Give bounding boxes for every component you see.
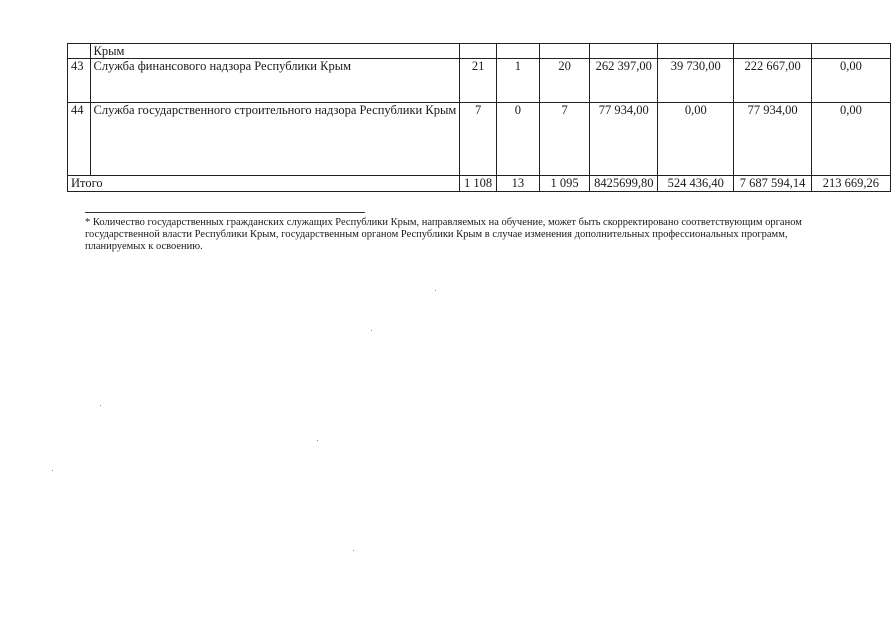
totals-col2: 13 [496, 176, 539, 192]
table-cell-name: Крым [90, 44, 460, 59]
table-cell-col3: 7 [539, 103, 589, 176]
table-cell-total: 7 [460, 103, 497, 176]
scan-speck [317, 440, 318, 441]
table-cell-col7: 0,00 [811, 59, 890, 103]
table-cell-col4: 262 397,00 [590, 59, 658, 103]
table-cell-name: Служба финансового надзора Республики Крым [90, 59, 460, 103]
table-cell-col5: 0,00 [658, 103, 734, 176]
totals-col7: 213 669,26 [811, 176, 890, 192]
table-cell-col6: 222 667,00 [734, 59, 811, 103]
table-cell [590, 44, 658, 59]
table-row-continued [68, 44, 891, 59]
table-row [68, 103, 891, 176]
table-cell [460, 44, 497, 59]
totals-col5: 524 436,40 [658, 176, 734, 192]
table-row-totals [68, 176, 891, 192]
table-cell [496, 44, 539, 59]
table-cell-col3: 20 [539, 59, 589, 103]
table-cell-col7: 0,00 [811, 103, 890, 176]
table-cell-total: 21 [460, 59, 497, 103]
budget-table [67, 43, 891, 192]
table-cell-index: 43 [68, 59, 91, 103]
footnote-text: * Количество государственных гражданских служащих Республики Крым, направляемых на обучение, может быть скорректировано соответствующим органом государственной власти Республики Крым, государственным органом Республики Крым в случае изменения дополнительных профессиональных программ, планируемых к освоению. [85, 217, 802, 252]
table-cell-col6: 77 934,00 [734, 103, 811, 176]
totals-col3: 1 095 [539, 176, 589, 192]
table-cell [811, 44, 890, 59]
table-cell-name: Служба государственного строительного надзора Республики Крым [90, 103, 460, 176]
scan-speck [52, 470, 53, 471]
table-cell-col5: 39 730,00 [658, 59, 734, 103]
scan-speck [100, 405, 101, 406]
table-cell [539, 44, 589, 59]
table-cell-col2: 1 [496, 59, 539, 103]
table-row [68, 59, 891, 103]
table-cell-col4: 77 934,00 [590, 103, 658, 176]
scan-speck [435, 290, 436, 291]
totals-total: 1 108 [460, 176, 497, 192]
table-cell-col2: 0 [496, 103, 539, 176]
table-cell [658, 44, 734, 59]
scan-speck [371, 330, 372, 331]
table-cell [734, 44, 811, 59]
table-cell [68, 44, 91, 59]
totals-label: Итого [68, 176, 460, 192]
totals-col4: 8425699,80 [590, 176, 658, 192]
totals-col6: 7 687 594,14 [734, 176, 811, 192]
footnote-divider [85, 212, 365, 213]
scan-speck [353, 550, 354, 551]
table-cell-index: 44 [68, 103, 91, 176]
